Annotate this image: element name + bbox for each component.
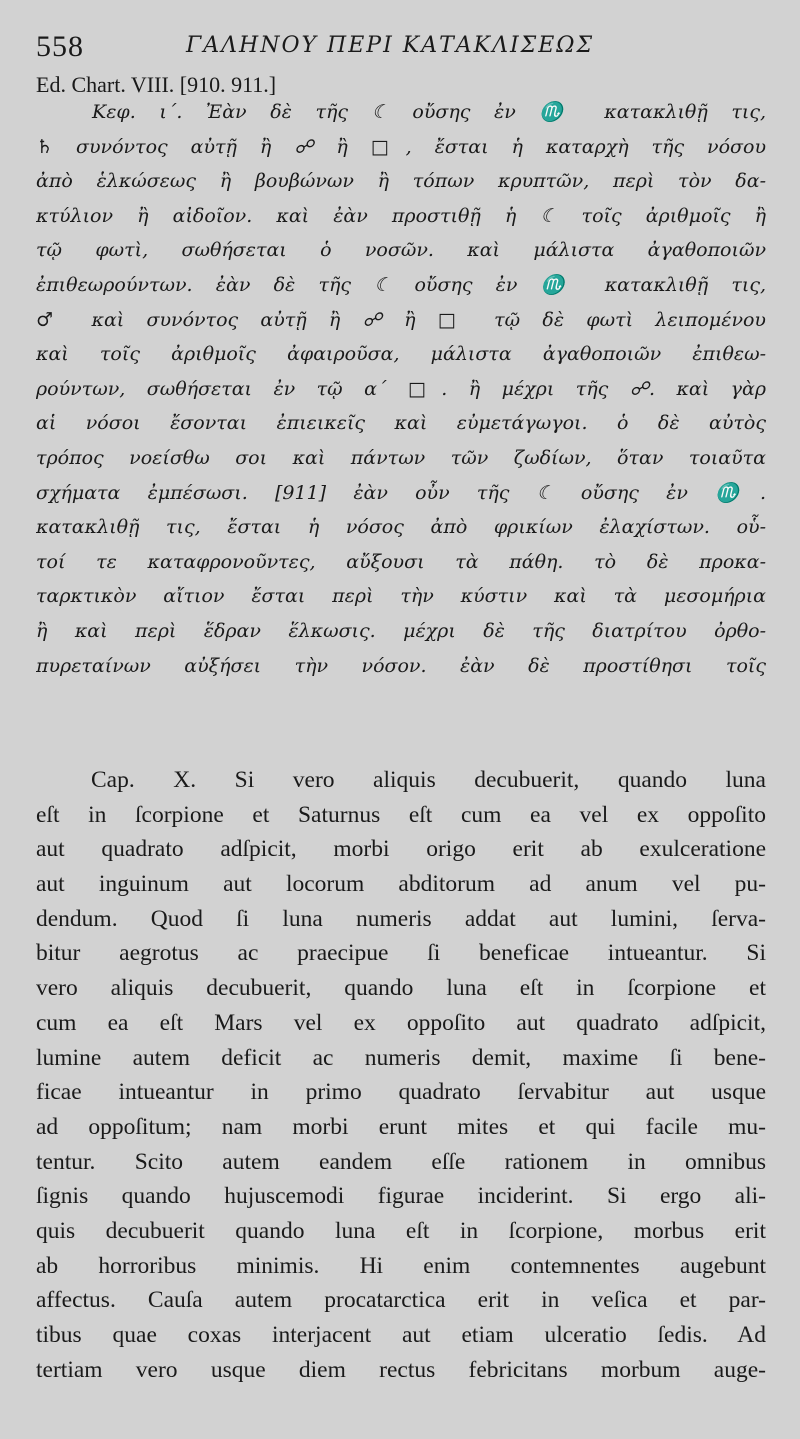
- latin-text-line: lumine autem deficit ac numeris demit, maxime ſi bene-: [36, 1044, 766, 1071]
- greek-text-line: ♄ συνόντος αὐτῇ ἢ ☍ ἢ □, ἔσται ἡ καταρχὴ τῆς νόσου: [36, 135, 766, 158]
- greek-text-line: ἐπιθεωρούντων. ἐὰν δὲ τῆς ☾ οὔσης ἐν ♏ κατακλιθῇ τις,: [36, 273, 766, 296]
- greek-text-line: κατακλιθῇ τις, ἔσται ἡ νόσος ἀπὸ φρικίων ἐλαχίστων. οὗ-: [36, 516, 766, 539]
- latin-text-line: ad oppoſitum; nam morbi erunt mites et qui facile mu-: [36, 1113, 766, 1140]
- latin-text-line: quis decubuerit quando luna eſt in ſcorpione, morbus erit: [36, 1217, 766, 1244]
- greek-text-line: Κεφ. ι΄. Ἐὰν δὲ τῆς ☾ οὔσης ἐν ♏ κατακλιθῇ τις,: [92, 101, 766, 123]
- latin-text-line: vero aliquis decubuerit, quando luna eſt in ſcorpione et: [36, 975, 766, 1002]
- latin-text-line: tentur. Scito autem eandem eſſe rationem in omnibus: [36, 1148, 766, 1175]
- greek-text-line: σχήματα ἐμπέσωσι. [911] ἐὰν οὖν τῆς ☾ οὔσης ἐν ♏.: [36, 481, 766, 504]
- greek-text-line: ἀπὸ ἑλκώσεως ἢ βουβώνων ἢ τόπων κρυπτῶν, περὶ τὸν δα-: [36, 170, 766, 193]
- latin-text-line: bitur aegrotus ac praecipue ſi beneficae intueantur. Si: [36, 940, 766, 967]
- latin-text-line: ab horroribus minimis. Hi enim contemnentes augebunt: [36, 1252, 766, 1279]
- latin-text-block: [36, 763, 766, 1387]
- latin-text-line: tibus quae coxas interjacent aut etiam ulceratio ſedis. Ad: [36, 1322, 766, 1348]
- running-title: ΓΑΛΗΝΟΥ ΠΕΡΙ ΚΑΤΑΚΛΙΣΕΩΣ: [186, 33, 595, 58]
- latin-text-line: ſignis quando hujuscemodi figurae inciderint. Si ergo ali-: [36, 1183, 766, 1210]
- greek-text-line: ἢ καὶ περὶ ἕδραν ἕλκωσις. μέχρι δὲ τῆς διατρίτου ὀρθο-: [36, 619, 766, 642]
- latin-text-line: affectus. Cauſa autem procatarctica erit in veſica et par-: [36, 1287, 766, 1314]
- edition-reference: Ed. Chart. VIII. [910. 911.]: [36, 72, 277, 97]
- greek-text-line: κτύλιον ἢ αἰδοῖον. καὶ ἐὰν προστιθῇ ἡ ☾ τοῖς ἀριθμοῖς ἢ: [36, 204, 766, 227]
- greek-text-line: πυρεταίνων αὐξήσει τὴν νόσον. ἐὰν δὲ προστίθησι τοῖς: [36, 654, 766, 677]
- latin-text-line: ficae intueantur in primo quadrato ſervabitur aut usque: [36, 1079, 766, 1106]
- latin-text-line: aut inguinum aut locorum abditorum ad anum vel pu-: [36, 871, 766, 898]
- greek-text-line: ταρκτικὸν αἴτιον ἔσται περὶ τὴν κύστιν καὶ τὰ μεσομήρια: [36, 585, 766, 608]
- latin-text-line: cum ea eſt Mars vel ex oppoſito aut quadrato adſpicit,: [36, 1009, 766, 1036]
- greek-text-line: τῷ φωτὶ, σωθήσεται ὁ νοσῶν. καὶ μάλιστα ἀγαθοποιῶν: [36, 239, 766, 262]
- latin-text-line: aut quadrato adſpicit, morbi origo erit ab exulceratione: [36, 836, 766, 863]
- latin-text-line: eſt in ſcorpione et Saturnus eſt cum ea vel ex oppoſito: [36, 801, 766, 828]
- page-header: [36, 30, 776, 70]
- greek-text-line: τοί τε καταφρονοῦντες, αὔξουσι τὰ πάθη. τὸ δὲ προκα-: [36, 550, 766, 573]
- page-number: 558: [36, 30, 84, 63]
- greek-text-line: ♂ καὶ συνόντος αὐτῇ ἢ ☍ ἢ □ τῷ δὲ φωτὶ λειπομένου: [36, 308, 766, 331]
- latin-text-line: dendum. Quod ſi luna numeris addat aut lumini, ſerva-: [36, 905, 766, 932]
- latin-text-line: tertiam vero usque diem rectus febricitans morbum auge-: [36, 1356, 766, 1383]
- greek-text-block: [36, 95, 766, 683]
- latin-text-line: Cap. X. Si vero aliquis decubuerit, quando luna: [91, 767, 766, 793]
- greek-text-line: αἱ νόσοι ἔσονται ἐπιεικεῖς καὶ εὐμετάγωγοι. ὁ δὲ αὐτὸς: [36, 412, 766, 435]
- greek-text-line: καὶ τοῖς ἀριθμοῖς ἀφαιροῦσα, μάλιστα ἀγαθοποιῶν ἐπιθεω-: [36, 343, 766, 366]
- greek-text-line: τρόπος νοείσθω σοι καὶ πάντων τῶν ζωδίων, ὅταν τοιαῦτα: [36, 446, 766, 469]
- greek-text-line: ρούντων, σωθήσεται ἐν τῷ α΄ □. ἢ μέχρι τῆς ☍. καὶ γὰρ: [36, 377, 766, 400]
